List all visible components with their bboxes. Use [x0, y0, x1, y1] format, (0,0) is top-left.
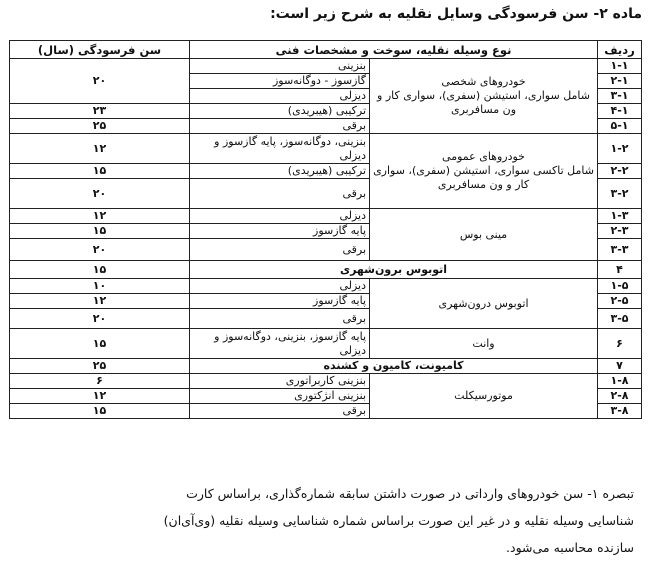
- wear-age-cell: ۲۵: [10, 119, 190, 134]
- fuel-spec-cell: دیزلی: [190, 279, 370, 294]
- table-row: [10, 59, 642, 74]
- vehicle-category-cell: اتوبوس درون‌شهری: [370, 279, 598, 329]
- fuel-spec-cell: گازسوز - دوگانه‌سوز: [190, 74, 370, 89]
- header-row-number: ردیف: [598, 41, 642, 59]
- table-row: [10, 329, 642, 359]
- fuel-spec-cell: پایه گازسوز، بنزینی، دوگانه‌سوز و دیزلی: [190, 329, 370, 359]
- row-number-cell: ۳-۲: [598, 179, 642, 209]
- vehicle-category-cell: موتورسیکلت: [370, 374, 598, 419]
- row-number-cell: ۴: [598, 261, 642, 279]
- row-number-cell: ۲-۵: [598, 294, 642, 309]
- row-number-cell: ۴-۱: [598, 104, 642, 119]
- table-header-row: [10, 41, 642, 59]
- row-number-cell: ۷: [598, 359, 642, 374]
- row-number-cell: ۲-۲: [598, 164, 642, 179]
- fuel-spec-cell: پایه گازسوز: [190, 224, 370, 239]
- wear-age-cell: ۲۳: [10, 104, 190, 119]
- wear-age-cell: ۲۰: [10, 179, 190, 209]
- row-number-cell: ۱-۵: [598, 279, 642, 294]
- row-number-cell: ۱-۱: [598, 59, 642, 74]
- row-number-cell: ۳-۱: [598, 89, 642, 104]
- wear-age-cell: ۱۲: [10, 389, 190, 404]
- fuel-spec-cell: پایه گازسوز: [190, 294, 370, 309]
- table-row: [10, 134, 642, 164]
- row-number-cell: ۱-۸: [598, 374, 642, 389]
- vehicle-category-cell: وانت: [370, 329, 598, 359]
- wear-age-cell: ۶: [10, 374, 190, 389]
- fuel-spec-cell: برقی: [190, 309, 370, 329]
- wear-age-cell: ۱۲: [10, 209, 190, 224]
- fuel-spec-cell: برقی: [190, 239, 370, 261]
- header-wear-age: سن فرسودگی (سال): [10, 41, 190, 59]
- vehicle-category-cell: کامیونت، کامیون و کشنده: [190, 359, 598, 374]
- wear-age-cell: ۲۰: [10, 59, 190, 104]
- row-number-cell: ۳-۸: [598, 404, 642, 419]
- row-number-cell: ۱-۳: [598, 209, 642, 224]
- wear-age-cell: ۲۰: [10, 239, 190, 261]
- wear-age-cell: ۲۵: [10, 359, 190, 374]
- wear-age-cell: ۱۵: [10, 261, 190, 279]
- fuel-spec-cell: بنزینی کاربراتوری: [190, 374, 370, 389]
- fuel-spec-cell: دیزلی: [190, 209, 370, 224]
- fuel-spec-cell: برقی: [190, 179, 370, 209]
- row-number-cell: ۶: [598, 329, 642, 359]
- table-row: [10, 279, 642, 294]
- fuel-spec-cell: دیزلی: [190, 89, 370, 104]
- vehicle-category-cell: مینی بوس: [370, 209, 598, 261]
- fuel-spec-cell: بنزینی: [190, 59, 370, 74]
- wear-age-cell: ۱۵: [10, 224, 190, 239]
- table-row: [10, 261, 642, 279]
- note-line-1: تبصره ۱- سن خودروهای وارداتی در صورت داشتن سابقه شماره‌گذاری، براساس کارت: [186, 486, 634, 501]
- note-line-2: شناسایی وسیله نقلیه و در غیر این صورت براساس شماره شناسایی وسیله نقلیه (وی‌آی‌ان): [163, 513, 634, 528]
- table-row: [10, 209, 642, 224]
- article-heading: ماده ۲- سن فرسودگی وسایل نقلیه به شرح زیر است:: [270, 6, 642, 22]
- wear-age-cell: ۱۲: [10, 134, 190, 164]
- fuel-spec-cell: ترکیبی (هیبریدی): [190, 164, 370, 179]
- note-line-3: سازنده محاسبه می‌شود.: [506, 540, 634, 555]
- row-number-cell: ۱-۲: [598, 134, 642, 164]
- vehicle-category-cell: اتوبوس برون‌شهری: [190, 261, 598, 279]
- vehicle-category-cell: خودروهای عمومی شامل تاکسی سواری، استیشن (سفری)، سواری کار و ون مسافربری: [370, 134, 598, 209]
- fuel-spec-cell: بنزینی انژکتوری: [190, 389, 370, 404]
- fuel-spec-cell: برقی: [190, 119, 370, 134]
- row-number-cell: ۳-۳: [598, 239, 642, 261]
- table-row: [10, 374, 642, 389]
- wear-age-cell: ۱۵: [10, 404, 190, 419]
- table-body: [10, 59, 642, 419]
- table-row: [10, 359, 642, 374]
- fuel-spec-cell: بنزینی، دوگانه‌سوز، پایه گازسوز و دیزلی: [190, 134, 370, 164]
- fuel-spec-cell: ترکیبی (هیبریدی): [190, 104, 370, 119]
- wear-age-cell: ۱۰: [10, 279, 190, 294]
- row-number-cell: ۲-۸: [598, 389, 642, 404]
- row-number-cell: ۵-۱: [598, 119, 642, 134]
- wear-age-cell: ۲۰: [10, 309, 190, 329]
- vehicle-life-table: [9, 40, 642, 419]
- header-vehicle-type: نوع وسیله نقلیه، سوخت و مشخصات فنی: [190, 41, 598, 59]
- fuel-spec-cell: برقی: [190, 404, 370, 419]
- wear-age-cell: ۱۵: [10, 164, 190, 179]
- row-number-cell: ۲-۱: [598, 74, 642, 89]
- wear-age-cell: ۱۲: [10, 294, 190, 309]
- row-number-cell: ۲-۳: [598, 224, 642, 239]
- vehicle-category-cell: خودروهای شخصی شامل سواری، استیشن (سفری)، سواری کار و ون مسافربری: [370, 59, 598, 134]
- row-number-cell: ۳-۵: [598, 309, 642, 329]
- wear-age-cell: ۱۵: [10, 329, 190, 359]
